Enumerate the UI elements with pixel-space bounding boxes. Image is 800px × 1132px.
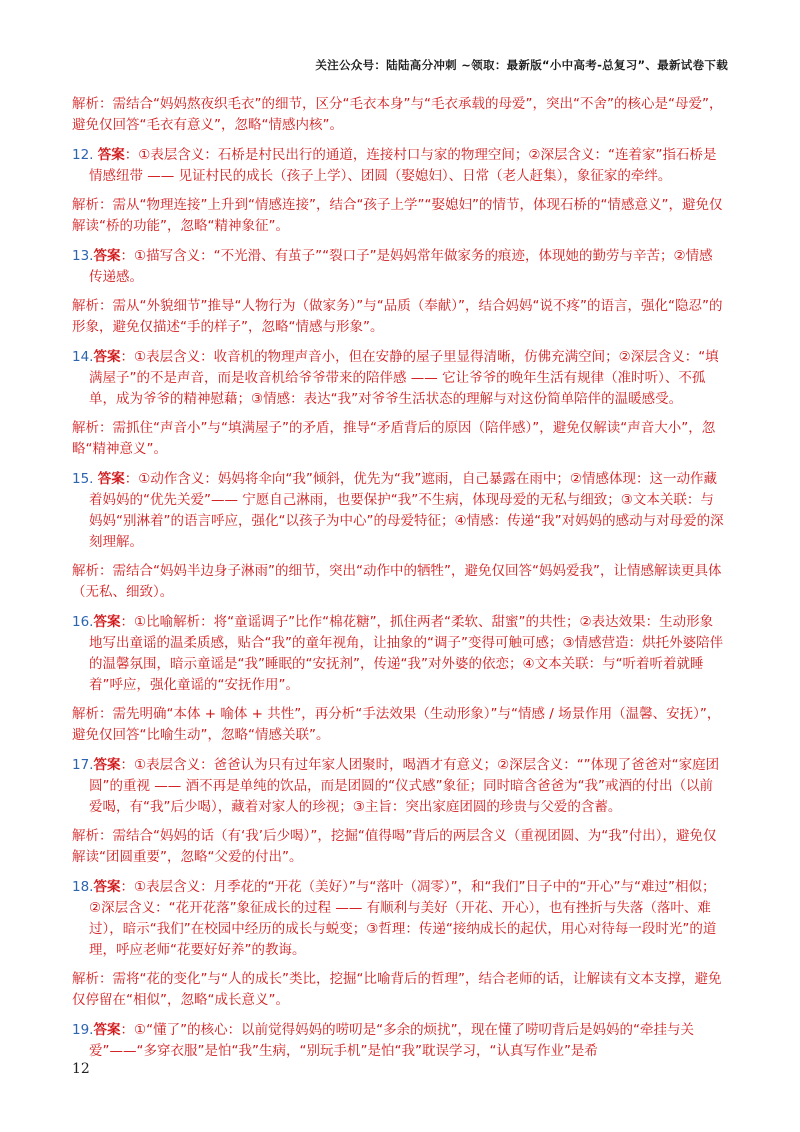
answer-text: ：①表层含义：石桥是村民出行的通道，连接村口与家的物理空间；②深层含义：“连着家”指石桥是情感纽带 —— 见证村民的成长（孩子上学）、团圆（娶媳妇）、日常（老人赶集），象征家的牵绊。: [89, 147, 717, 184]
answer-label: 答案: [93, 614, 121, 630]
analysis-paragraph: 解析：需结合“妈妈的话（有‘我’后少喝）”，挖掘“值得喝”背后的两层含义（重视团圆、为“我”付出），避免仅解读“团圆重要”，忽略“父爱的付出”。: [72, 828, 717, 865]
analysis-paragraph: 解析：需抓住“声音小”与“填满屋子”的矛盾，推导“矛盾背后的原因（陪伴感）”，避免仅解读“声音大小”，忽略“精神意义”。: [72, 420, 716, 457]
answer-label: 答案: [97, 147, 125, 163]
answer-label: 答案: [93, 1022, 121, 1038]
analysis-paragraph: 解析：需结合“妈妈熬夜织毛衣”的细节，区分“毛衣本身”与“毛衣承载的母爱”，突出“不舍”的核心是“母爱”，避免仅回答“毛衣有意义”，忽略“情感内核”。: [72, 96, 723, 133]
answer-item-13: [72, 246, 724, 288]
question-number: 16.: [72, 614, 94, 630]
answer-label: 答案: [97, 471, 125, 487]
analysis-paragraph: 解析：需先明确“本体 + 喻体 + 共性”，再分析“手法效果（生动形象）”与“情感 / 场景作用（温馨、安抚）”，避免仅回答“比喻生动”，忽略“情感关联”。: [72, 706, 721, 743]
answer-text: ：①表层含义：月季花的“开花（美好）”与“落叶（凋零）”，和“我们”日子中的“开心”与“难过”相似；②深层含义：“花开花落”象征成长的过程 —— 有顺利与美好（开花、开心），也有挫折与失落（落叶、难过），暗示“我们”在校园中经历的成长与蜕变；③哲理：传递“接纳成长的起伏，用心对待每一段时光”的道理，呼应老师“花要好好养”的教诲。: [89, 879, 717, 958]
answer-item-12: [72, 145, 724, 187]
question-number: 14.: [72, 349, 94, 365]
analysis-paragraph: 解析：需从“外貌细节”推导“人物行为（做家务）”与“品质（奉献）”，结合妈妈“说不疼”的语言，强化“隐忍”的形象，避免仅描述“手的样子”，忽略“情感与形象”。: [72, 298, 723, 335]
page-header: 关注公众号：陆陆高分冲刺 ~领取：最新版“小中高考-总复习”、最新试卷下载: [315, 58, 728, 72]
answer-label: 答案: [93, 879, 121, 895]
question-number: 19.: [72, 1022, 94, 1038]
analysis-paragraph: 解析：需结合“妈妈半边身子淋雨”的细节，突出“动作中的牺牲”，避免仅回答“妈妈爱我”，让情感解读更具体（无私、细致）。: [72, 563, 722, 600]
answer-item-14: [72, 347, 724, 410]
analysis-paragraph: 解析：需将“花的变化”与“人的成长”类比，挖掘“比喻背后的哲理”，结合老师的话，让解读有文本支撑，避免仅停留在“相似”，忽略“成长意义”。: [72, 971, 722, 1008]
question-number: 13.: [72, 248, 94, 264]
answer-label: 答案: [93, 757, 121, 773]
answer-item-15: [72, 469, 724, 553]
answer-text: ：①动作含义：妈妈将伞向“我”倾斜，优先为“我”遮雨，自己暴露在雨中；②情感体现：这一动作藏着妈妈的“优先关爱”—— 宁愿自己淋雨，也要保护“我”不生病，体现母爱的无私与细致；③文本关联：与妈妈“别淋着”的语言呼应，强化“以孩子为中心”的母爱特征；④情感：传递“我”对妈妈的感动与对母爱的深刻理解。: [89, 471, 724, 550]
answer-item-19: [72, 1020, 724, 1062]
answer-item-18: [72, 877, 724, 961]
answer-label: 答案: [93, 349, 121, 365]
question-number: 12.: [72, 147, 94, 163]
answer-text: ：①描写含义：“不光滑、有茧子”“裂口子”是妈妈常年做家务的痕迹，体现她的勤劳与辛苦；②情感传递感。: [89, 248, 713, 285]
question-number: 17.: [72, 757, 94, 773]
page-number: 12: [72, 1061, 90, 1077]
answer-document: [72, 94, 724, 1070]
answer-text: ：①比喻解析：将“童谣调子”比作“棉花糖”，抓住两者“柔软、甜蜜”的共性；②表达效果：生动形象地写出童谣的温柔质感，贴合“我”的童年视角，让抽象的“调子”变得可触可感；③情感营造：烘托外婆陪伴的温馨氛围，暗示童谣是“我”睡眠的“安抚剂”，传递“我”对外婆的依恋；④文本关联：与“听着听着就睡着”呼应，强化童谣的“安抚作用”。: [89, 614, 724, 693]
answer-text: ：①表层含义：收音机的物理声音小，但在安静的屋子里显得清晰，仿佛充满空间；②深层含义：“填满屋子”的不是声音，而是收音机给爷爷带来的陪伴感 —— 它让爷爷的晚年生活有规律（准时听）、不孤单，成为爷爷的精神慰藉；③情感：表达“我”对爷爷生活状态的理解与对这份简单陪伴的温暖感受。: [89, 349, 719, 407]
answer-text: ：①“懂了”的核心：以前觉得妈妈的唠叨是“多余的烦扰”，现在懂了唠叨背后是妈妈的“牵挂与关爱”——“多穿衣服”是怕“我”生病，“别玩手机”是怕“我”耽误学习，“认真写作业”是希: [89, 1022, 695, 1059]
question-number: 18.: [72, 879, 94, 895]
answer-label: 答案: [93, 248, 121, 264]
answer-text: ：①表层含义：爸爸认为只有过年家人团聚时，喝酒才有意义；②深层含义：“”体现了爸爸对“家庭团圆”的重视 —— 酒不再是单纯的饮品，而是团圆的“仪式感”象征；同时暗含爸爸为“我”戒酒的付出（以前爱喝，有“我”后少喝），藏着对家人的珍视；③主旨：突出家庭团圆的珍贵与父爱的含蓄。: [89, 757, 720, 815]
answer-item-16: [72, 612, 724, 696]
answer-item-17: [72, 755, 724, 818]
analysis-paragraph: 解析：需从“物理连接”上升到“情感连接”，结合“孩子上学”“娶媳妇”的情节，体现石桥的“情感意义”，避免仅解读“桥的功能”，忽略“精神象征”。: [72, 197, 723, 234]
question-number: 15.: [72, 471, 94, 487]
